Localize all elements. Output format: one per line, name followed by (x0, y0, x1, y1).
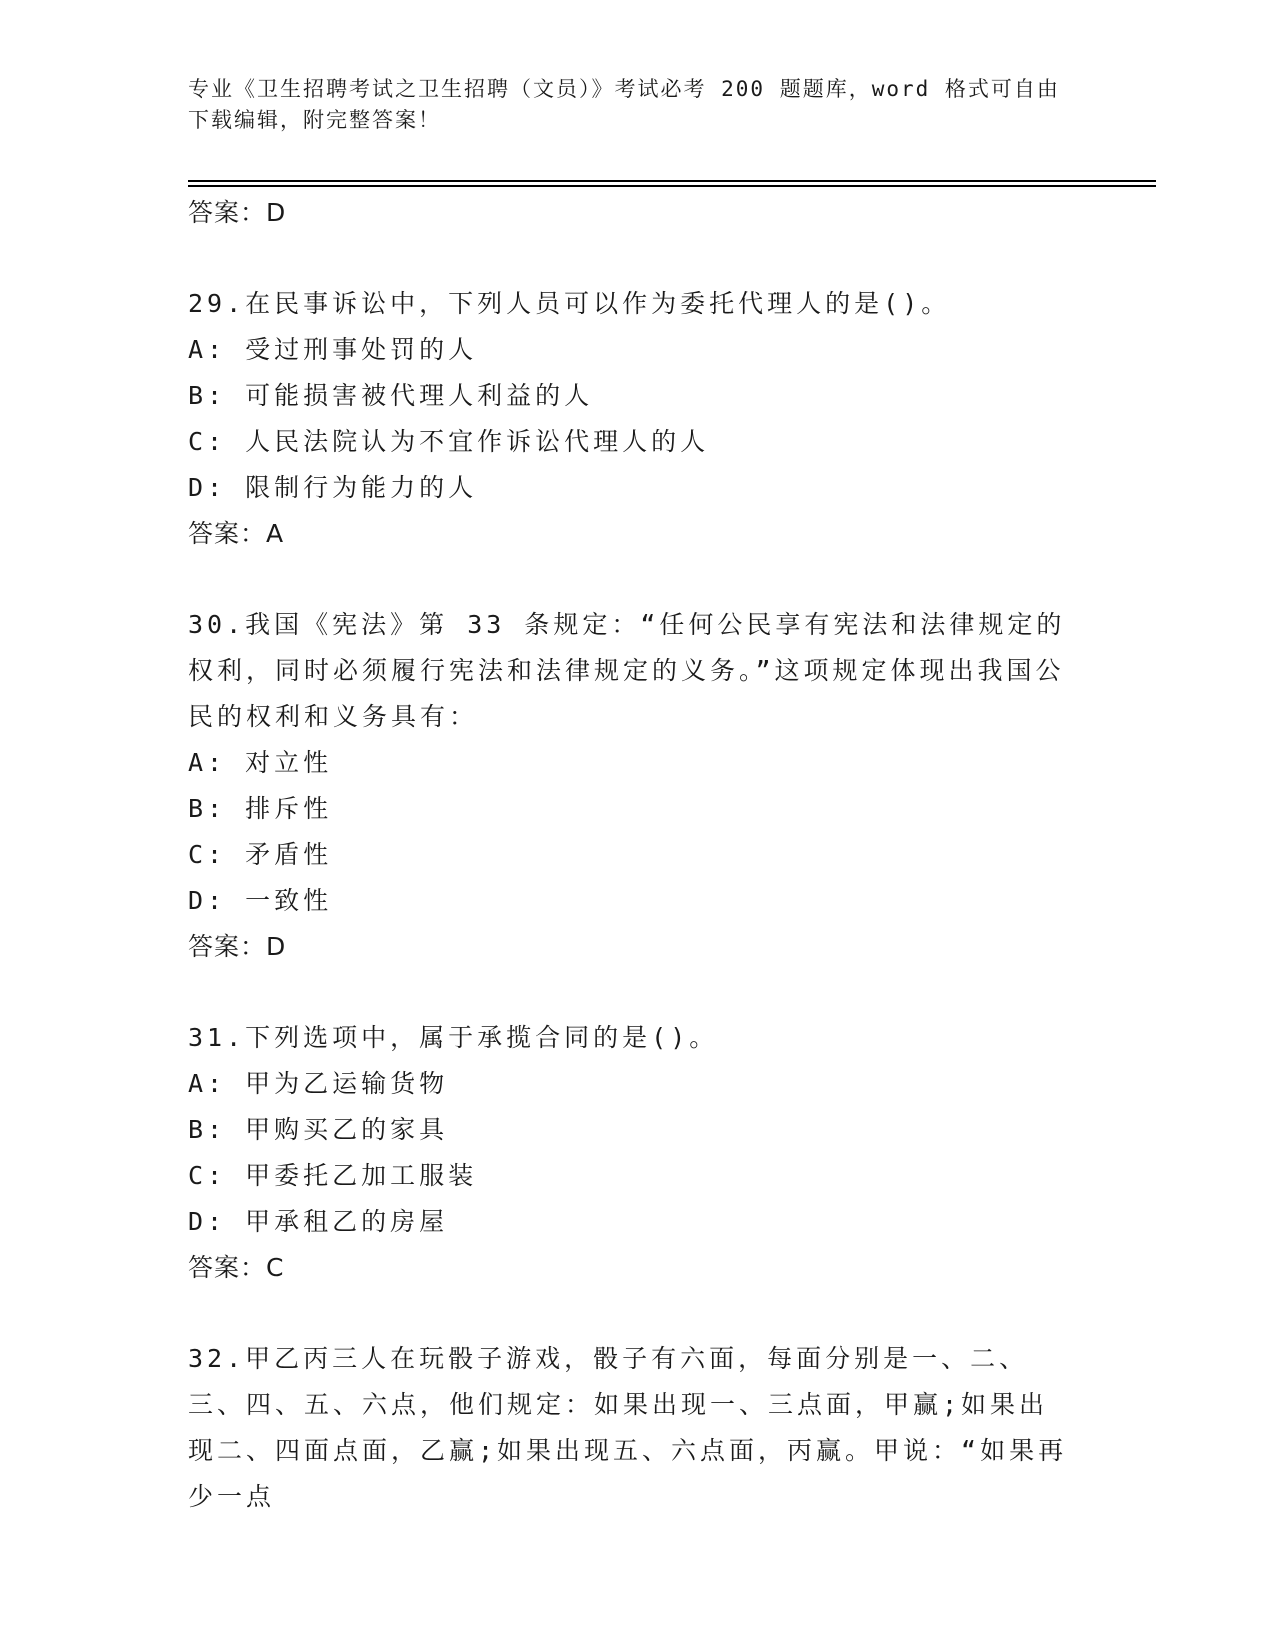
option-c: C: 矛盾性 (188, 840, 333, 869)
question-stem: 32.甲乙丙三人在玩骰子游戏，骰子有六面，每面分别是一、二、三、四、五、六点，他们规定：如果出现一、三点面，甲赢;如果出现二、四面点面，乙赢;如果出现五、六点面，丙赢。甲说：“如果再少一点 (188, 1344, 1068, 1511)
answer-line: 答案：C (188, 1253, 285, 1282)
header-divider-thick (188, 185, 1156, 187)
option-b: B: 排斥性 (188, 794, 333, 823)
question-31 (188, 1015, 1088, 1291)
option-c: C: 人民法院认为不宜作诉讼代理人的人 (188, 427, 710, 456)
option-a: A: 对立性 (188, 748, 333, 777)
question-stem: 30.我国《宪法》第 33 条规定：“任何公民享有宪法和法律规定的权利，同时必须履行宪法和法律规定的义务。”这项规定体现出我国公民的权利和义务具有： (188, 610, 1066, 731)
option-d: D: 限制行为能力的人 (188, 473, 478, 502)
option-d: D: 甲承租乙的房屋 (188, 1207, 449, 1236)
answer-line: 答案：D (188, 932, 287, 961)
option-d: D: 一致性 (188, 886, 333, 915)
option-b: B: 可能损害被代理人利益的人 (188, 381, 594, 410)
header-divider (188, 180, 1156, 182)
option-a: A: 甲为乙运输货物 (188, 1069, 449, 1098)
question-stem: 29.在民事诉讼中，下列人员可以作为委托代理人的是()。 (188, 289, 951, 318)
answer-line: 答案：D (188, 198, 287, 227)
option-b: B: 甲购买乙的家具 (188, 1115, 449, 1144)
question-stem: 31.下列选项中，属于承揽合同的是()。 (188, 1023, 719, 1052)
document-body (188, 190, 1088, 1520)
option-a: A: 受过刑事处罚的人 (188, 335, 478, 364)
question-29 (188, 281, 1088, 557)
option-c: C: 甲委托乙加工服装 (188, 1161, 478, 1190)
answer-line: 答案：A (188, 519, 285, 548)
document-header: 专业《卫生招聘考试之卫生招聘（文员）》考试必考 200 题题库，word 格式可自由下载编辑，附完整答案！ (188, 77, 1060, 132)
question-30 (188, 602, 1088, 970)
question-32 (188, 1336, 1088, 1520)
